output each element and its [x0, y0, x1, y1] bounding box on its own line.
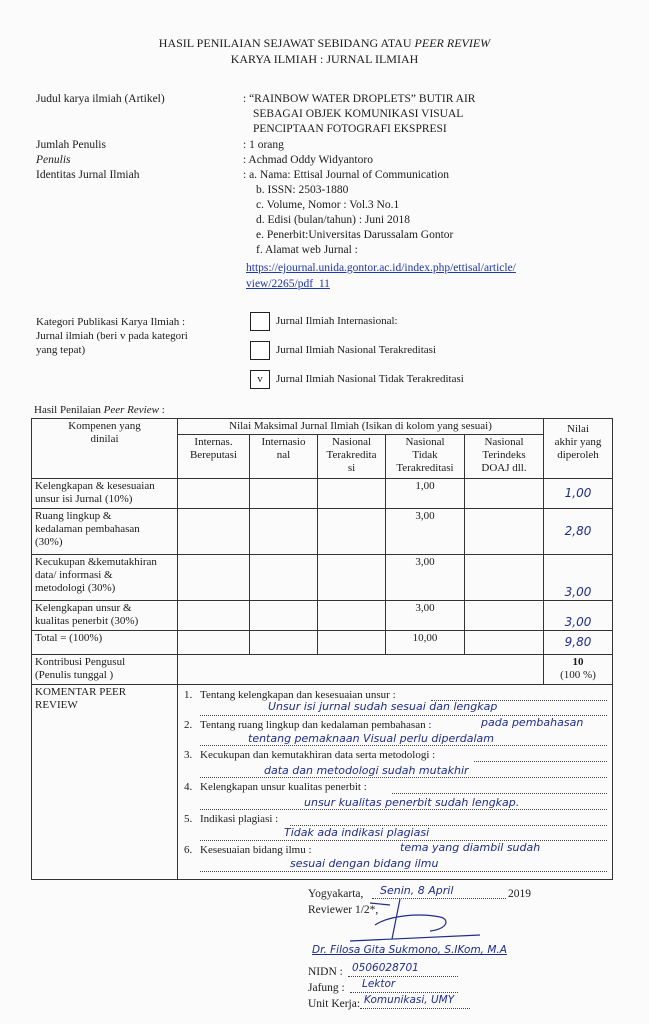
komentar-label: KOMENTAR PEER REVIEW	[32, 685, 178, 880]
penulis-value: : Achmad Oddy Widyantoro	[243, 154, 373, 166]
kategori-checkbox-internasional[interactable]	[250, 312, 270, 331]
komponen-cell: Kecukupan &kemutakhiran data/ informasi & metodologi (30%)	[32, 555, 178, 601]
max-cell: 1,00	[386, 479, 465, 509]
total-max: 10,00	[386, 631, 465, 655]
reviewer-name: Dr. Filosa Gita Sukmono, S.IKom, M.A	[312, 944, 507, 956]
komentar-text-3: Kecukupan dan kemutakhiran data serta metodologi :	[200, 749, 436, 761]
table-komentar-row	[32, 685, 613, 880]
judul-line-2: SEBAGAI OBJEK KOMUNIKASI VISUAL	[253, 108, 464, 120]
kontribusi-value: 10 (100 %)	[544, 655, 613, 685]
table-row	[32, 509, 613, 555]
jumlah-value: : 1 orang	[243, 139, 284, 151]
komentar-hw-1: Unsur isi jurnal sudah sesuai dan lengkap	[268, 700, 498, 713]
nilai-cell: 3,00	[544, 601, 613, 631]
identitas-line-e: e. Penerbit:Universitas Darussalam Gontor	[256, 229, 454, 241]
nidn-value: 0506028701	[352, 962, 419, 974]
identitas-line-d: d. Edisi (bulan/tahun) : Juni 2018	[256, 214, 410, 226]
hasil-label: Hasil Penilaian Peer Review :	[34, 404, 165, 416]
identitas-line-f: f. Alamat web Jurnal :	[256, 244, 358, 256]
table-row	[32, 601, 613, 631]
kategori-option-nasional-tidak-terakreditasi: Jurnal Ilmiah Nasional Tidak Terakreditasi	[276, 373, 464, 385]
kategori-checkbox-nasional-tidak-terakreditasi[interactable]: v	[250, 370, 270, 389]
komponen-cell: Kelengkapan & kesesuaian unsur isi Jurnal (10%)	[32, 479, 178, 509]
max-cell: 3,00	[386, 555, 465, 601]
jumlah-label: Jumlah Penulis	[36, 139, 106, 151]
kategori-checkbox-nasional-terakreditasi[interactable]	[250, 341, 270, 360]
penilaian-table	[31, 418, 613, 880]
komentar-num-4: 4.	[184, 781, 193, 793]
judul-label: Judul karya ilmiah (Artikel)	[36, 93, 165, 105]
identitas-line-c: c. Volume, Nomor : Vol.3 No.1	[256, 199, 400, 211]
document-subtitle: KARYA ILMIAH : JURNAL ILMIAH	[230, 52, 419, 66]
identitas-line-a: : a. Nama: Ettisal Journal of Communication	[243, 169, 450, 181]
subheader-nasional-terindeks: Nasional Terindeks DOAJ dll.	[465, 435, 544, 479]
komentar-text-6: Kesesuaian bidang ilmu :	[200, 844, 312, 856]
header-nilai-akhir: Nilai akhir yang diperoleh	[544, 419, 613, 479]
journal-url-line-1[interactable]: https://ejournal.unida.gontor.ac.id/index.php/ettisal/article/	[246, 262, 516, 274]
komentar-hw-6: sesuai dengan bidang ilmu	[290, 857, 439, 870]
judul-line-1: : “RAINBOW WATER DROPLETS” BUTIR AIR	[243, 93, 476, 105]
nilai-cell: 1,00	[544, 479, 613, 509]
signature-scribble-icon	[330, 895, 500, 945]
header-komponen: Kompenen yang dinilai	[32, 419, 178, 479]
komentar-hw-inline-2: pada pembahasan	[481, 716, 584, 729]
komponen-cell: Kelengkapan unsur & kualitas penerbit (30%)	[32, 601, 178, 631]
table-total-row	[32, 631, 613, 655]
unit-value: Komunikasi, UMY	[364, 994, 455, 1006]
kategori-option-nasional-terakreditasi: Jurnal Ilmiah Nasional Terakreditasi	[276, 344, 437, 356]
nilai-cell: 3,00	[544, 555, 613, 601]
komentar-num-5: 5.	[184, 813, 193, 825]
judul-line-3: PENCIPTAAN FOTOGRAFI EKSPRESI	[253, 123, 447, 135]
komentar-hw-inline-6: tema yang diambil sudah	[400, 841, 541, 854]
document-title: HASIL PENILAIAN SEJAWAT SEBIDANG ATAU PEER REVIEW	[158, 36, 491, 50]
komentar-text-1: Tentang kelengkapan dan kesesuaian unsur :	[200, 689, 396, 701]
subheader-internasional: Internasio nal	[250, 435, 318, 479]
kontribusi-label: Kontribusi Pengusul (Penulis tunggal )	[32, 655, 178, 685]
signature-date: Senin, 8 April	[380, 884, 454, 897]
komentar-num-3: 3.	[184, 749, 193, 761]
unit-label: Unit Kerja:	[308, 998, 361, 1010]
kategori-label-1: Kategori Publikasi Karya Ilmiah :	[36, 316, 186, 328]
nidn-label: NIDN :	[308, 966, 343, 978]
subheader-nasional-terakreditasi: Nasional Terakredita si	[318, 435, 386, 479]
komentar-text-4: Kelengkapan unsur kualitas penerbit :	[200, 781, 367, 793]
komentar-cell	[178, 685, 613, 880]
kategori-label-3: yang tepat)	[36, 344, 86, 356]
komentar-text-5: Indikasi plagiasi :	[200, 813, 279, 825]
journal-url-line-2[interactable]: view/2265/pdf_11	[246, 278, 330, 290]
subheader-internas-bereputasi: Internas. Bereputasi	[178, 435, 250, 479]
table-kontribusi-row	[32, 655, 613, 685]
identitas-label: Identitas Jurnal Ilmiah	[36, 169, 140, 181]
subheader-nasional-tidak-terakreditasi: Nasional Tidak Terakreditasi	[386, 435, 465, 479]
signature-year: 2019	[508, 888, 531, 900]
komentar-text-2: Tentang ruang lingkup dan kedalaman pembahasan :	[200, 719, 432, 731]
komentar-hw-3: data dan metodologi sudah mutakhir	[264, 764, 469, 777]
jafung-value: Lektor	[362, 978, 396, 990]
table-row	[32, 555, 613, 601]
komentar-hw-5: Tidak ada indikasi plagiasi	[284, 826, 430, 839]
max-cell: 3,00	[386, 509, 465, 555]
komentar-num-6: 6.	[184, 844, 193, 856]
signature-place: Yogyakarta,	[308, 888, 364, 900]
kategori-option-internasional: Jurnal Ilmiah Internasional:	[276, 315, 398, 327]
komentar-num-1: 1.	[184, 689, 193, 701]
komentar-hw-2: tentang pemaknaan Visual perlu diperdalam	[248, 732, 494, 745]
total-nilai: 9,80	[544, 631, 613, 655]
komentar-num-2: 2.	[184, 719, 193, 731]
jafung-label: Jafung :	[308, 982, 345, 994]
total-label: Total = (100%)	[32, 631, 178, 655]
komentar-hw-4: unsur kualitas penerbit sudah lengkap.	[304, 796, 520, 809]
identitas-line-b: b. ISSN: 2503-1880	[256, 184, 349, 196]
komponen-cell: Ruang lingkup & kedalaman pembahasan (30%)	[32, 509, 178, 555]
max-cell: 3,00	[386, 601, 465, 631]
header-nilai-maksimal: Nilai Maksimal Jurnal Ilmiah (Isikan di kolom yang sesuai)	[178, 419, 544, 435]
penulis-label: Penulis	[36, 154, 71, 166]
nilai-cell: 2,80	[544, 509, 613, 555]
table-row	[32, 479, 613, 509]
table-header-row	[32, 419, 613, 435]
kategori-label-2: Jurnal ilmiah (beri v pada kategori	[36, 330, 188, 342]
reviewer-label: Reviewer 1/2*,	[308, 904, 379, 916]
